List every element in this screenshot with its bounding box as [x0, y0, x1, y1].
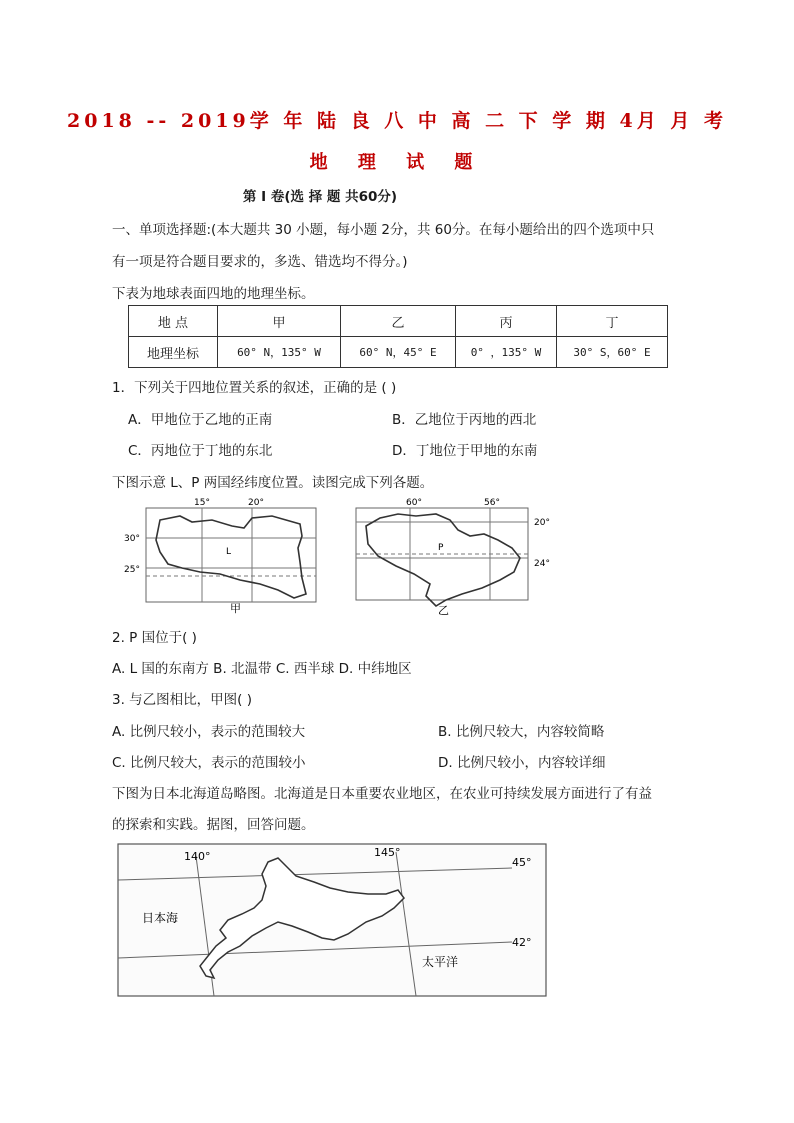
- question-1-option-d: D．丁地位于甲地的东南: [392, 443, 538, 459]
- map-p-lat-label: 20°: [534, 518, 550, 528]
- table-header-cell: 甲: [218, 306, 341, 337]
- map-l-lat-label: 30°: [124, 534, 140, 544]
- map-p-country-label: P: [438, 543, 444, 553]
- question-3-option-a: A. 比例尺较小，表示的范围较大: [112, 724, 306, 740]
- table-header-cell: 丁: [557, 306, 668, 337]
- instructions-line-1: 一、单项选择题:(本大题共 30 小题，每小题 2分，共 60分。在每小题给出的四个选项中只: [112, 222, 655, 238]
- table-header-cell: 乙: [341, 306, 456, 337]
- table-row: [129, 337, 668, 368]
- map-l-lon-label: 20°: [248, 498, 264, 508]
- question-1-option-c: C．丙地位于丁地的东北: [128, 443, 273, 459]
- map-hokkaido-lat-label: 45°: [512, 856, 532, 869]
- map-hokkaido-lon-label: 145°: [374, 846, 401, 859]
- question-2-stem: 2. P 国位于( ): [112, 630, 197, 646]
- hokkaido-intro-line-2: 的探索和实践。据图，回答问题。: [112, 817, 315, 833]
- map-ocean-label: 太平洋: [422, 955, 459, 969]
- map-l-country-label: L: [226, 547, 232, 557]
- table-cell: 60° N，45° E: [341, 337, 456, 368]
- map-p-caption: 乙: [438, 604, 449, 616]
- table-header-row: [129, 306, 668, 337]
- map-sea-label: 日本海: [142, 911, 179, 925]
- table-cell: 30° S，60° E: [557, 337, 668, 368]
- map-hokkaido-lon-label: 140°: [184, 850, 211, 863]
- map-p-country: [352, 496, 567, 616]
- question-1-stem: 1．下列关于四地位置关系的叙述，正确的是 ( ): [112, 380, 397, 396]
- map-hokkaido: [116, 842, 548, 998]
- question-3-option-b: B. 比例尺较大，内容较简略: [438, 724, 605, 740]
- map-p-lat-label: 24°: [534, 559, 550, 569]
- table-header-cell: 丙: [456, 306, 557, 337]
- table-cell: 地理坐标: [129, 337, 218, 368]
- table-cell: 60° N，135° W: [218, 337, 341, 368]
- question-1-option-a: A．甲地位于乙地的正南: [128, 412, 273, 428]
- map-l-lat-label: 25°: [124, 565, 140, 575]
- exam-subtitle: 地 理 试 题: [309, 152, 485, 173]
- map-l-caption: 甲: [230, 602, 241, 615]
- map-hokkaido-lat-label: 42°: [512, 936, 532, 949]
- table-cell: 0° ，135° W: [456, 337, 557, 368]
- map-l-country: [120, 496, 320, 616]
- map-p-lon-label: 60°: [406, 498, 422, 508]
- table-intro: 下表为地球表面四地的地理坐标。: [112, 286, 315, 302]
- section-heading: 第 I 卷(选 择 题 共60分): [242, 189, 398, 205]
- question-3-stem: 3. 与乙图相比，甲图( ): [112, 692, 252, 708]
- coordinates-table: [128, 305, 668, 368]
- question-3-option-c: C. 比例尺较大，表示的范围较小: [112, 755, 306, 771]
- exam-title: 2018 -- 2019学 年 陆 良 八 中 高 二 下 学 期 4月 月 考: [67, 110, 727, 132]
- map-intro: 下图示意 L、P 两国经纬度位置。读图完成下列各题。: [112, 475, 434, 491]
- table-header-cell: 地 点: [129, 306, 218, 337]
- map-p-lon-label: 56°: [484, 498, 500, 508]
- map-l-lon-label: 15°: [194, 498, 210, 508]
- question-2-options: A. L 国的东南方 B. 北温带 C. 西半球 D. 中纬地区: [112, 661, 412, 677]
- question-1-option-b: B．乙地位于丙地的西北: [392, 412, 537, 428]
- hokkaido-intro-line-1: 下图为日本北海道岛略图。北海道是日本重要农业地区，在农业可持续发展方面进行了有益: [112, 786, 652, 802]
- instructions-line-2: 有一项是符合题目要求的，多选、错选均不得分。): [112, 254, 408, 270]
- question-3-option-d: D. 比例尺较小，内容较详细: [438, 755, 606, 771]
